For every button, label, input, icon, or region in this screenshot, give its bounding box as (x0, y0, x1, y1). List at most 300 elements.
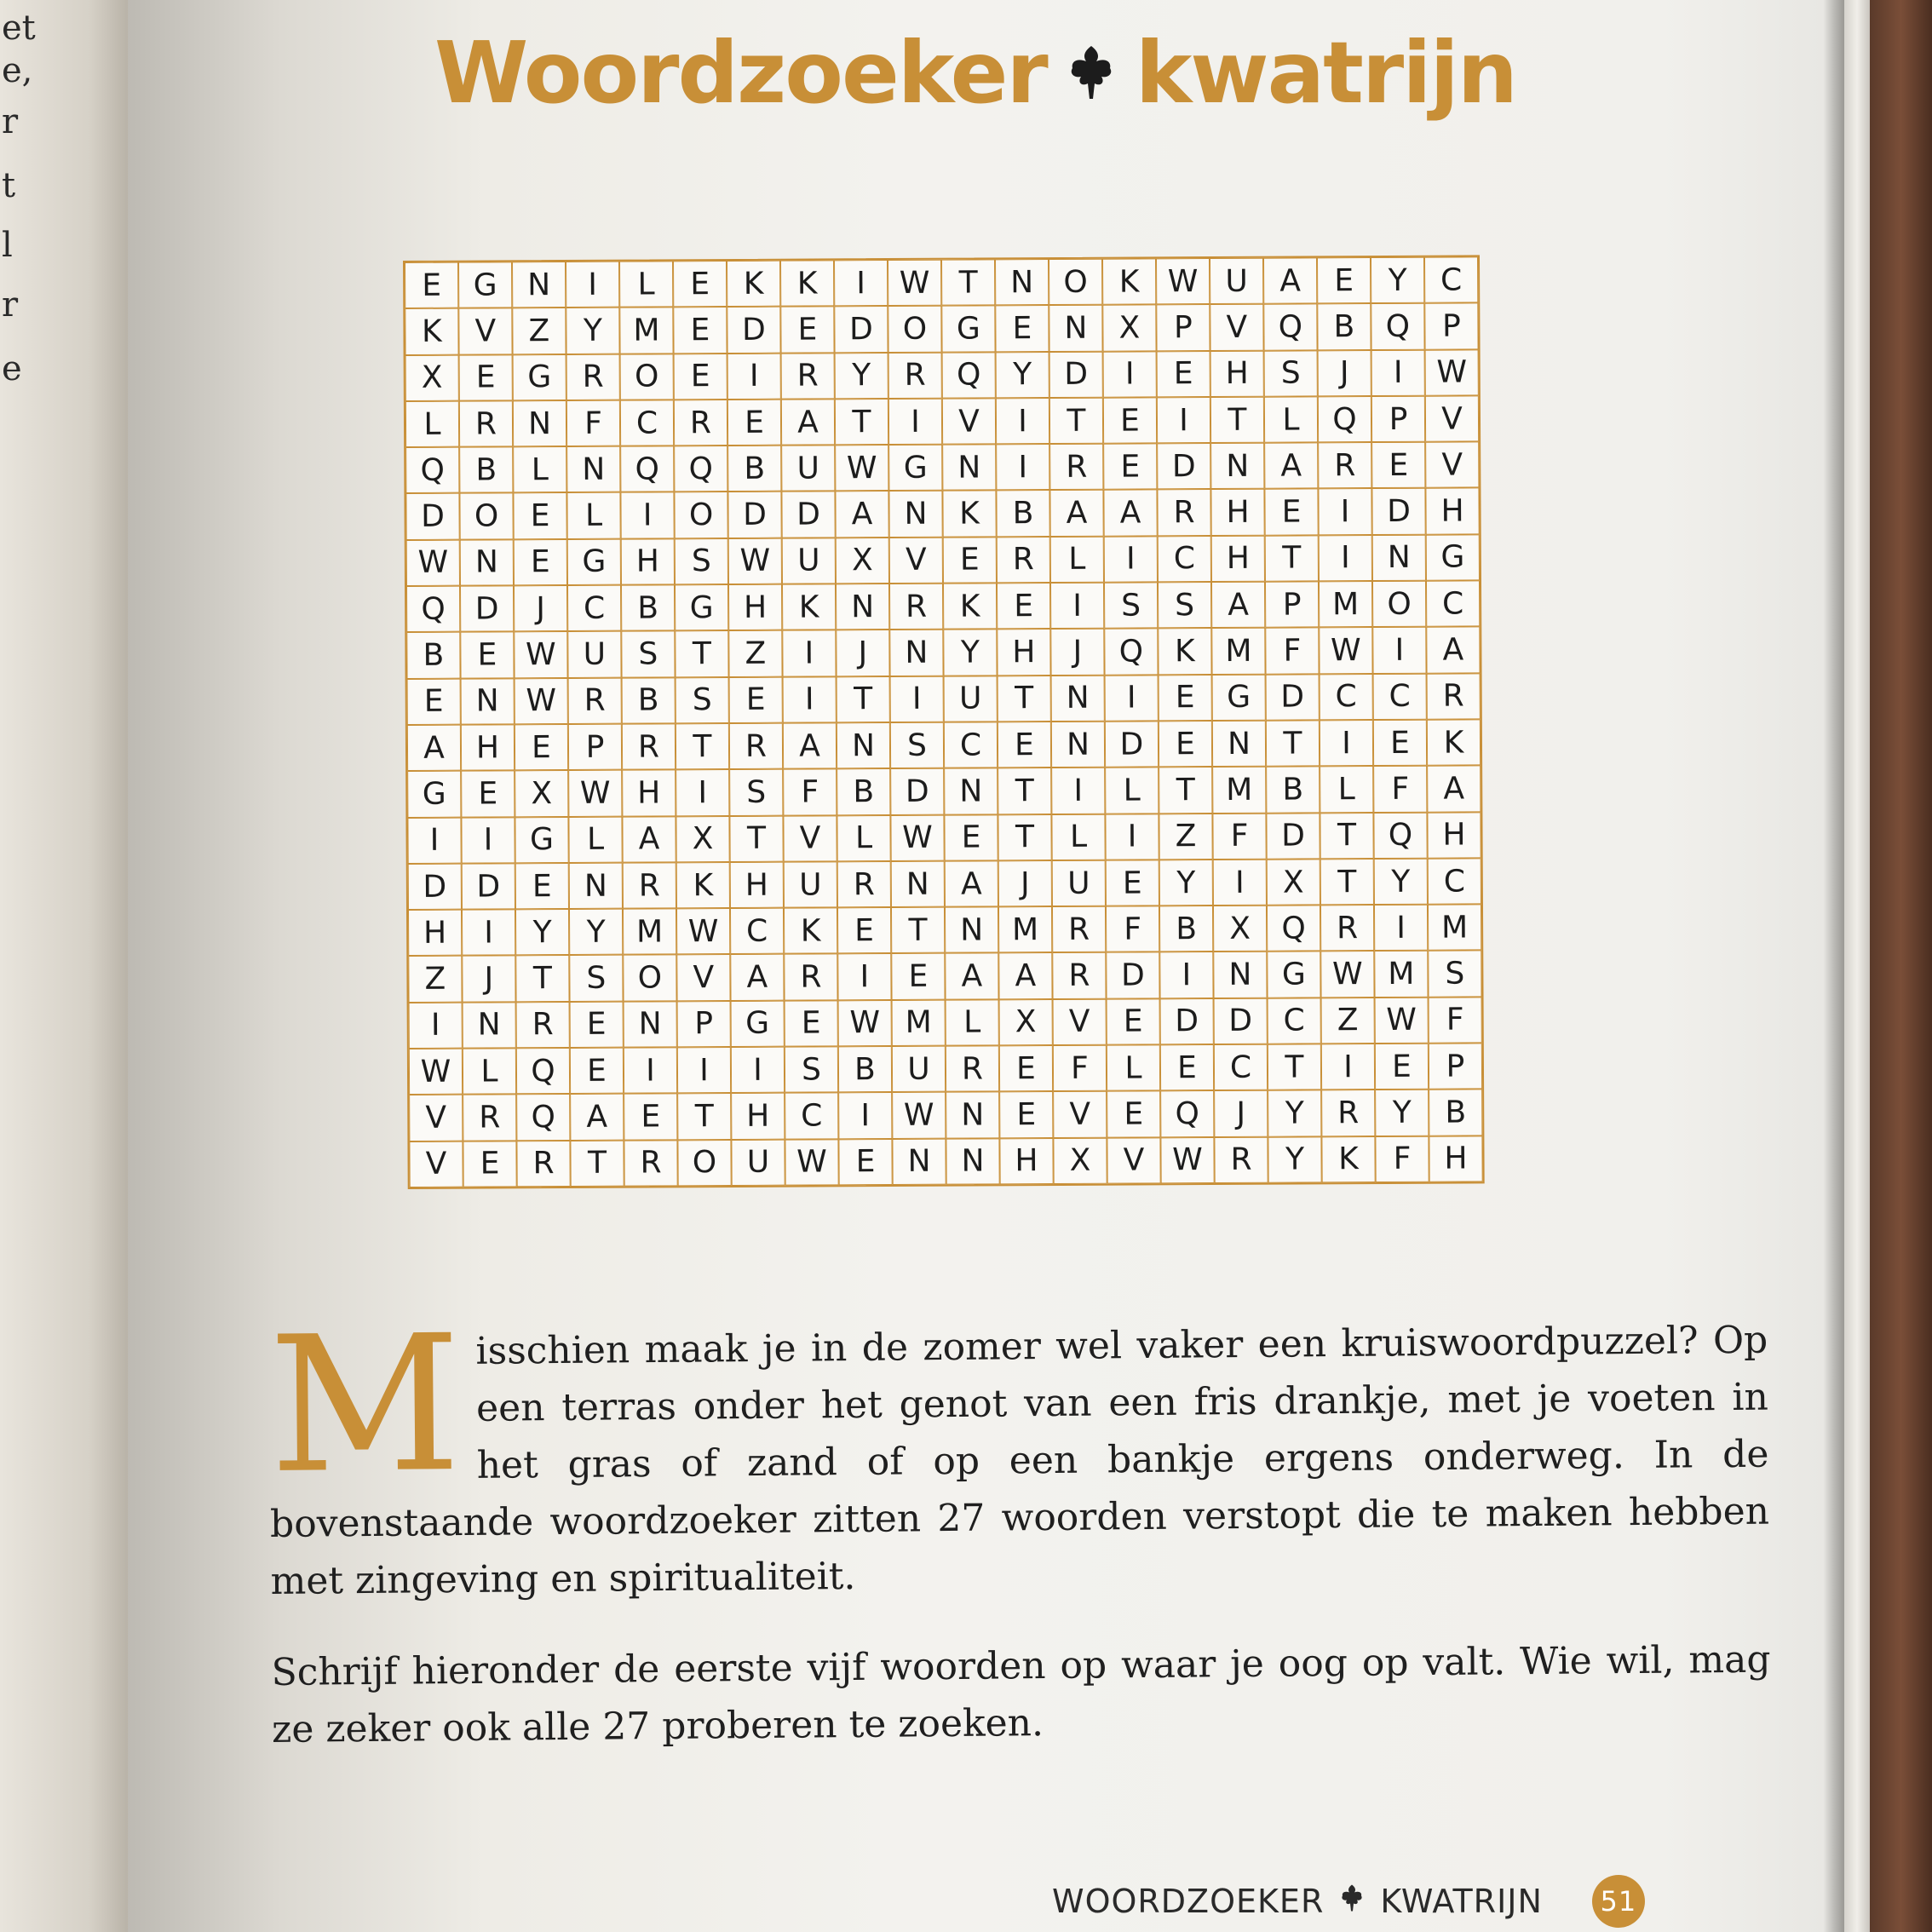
grid-cell: F (1373, 766, 1427, 813)
grid-cell: W (1425, 349, 1479, 396)
grid-cell: R (463, 1095, 516, 1141)
grid-cell: W (568, 770, 622, 817)
grid-cell: T (835, 399, 888, 446)
grid-cell: R (837, 861, 891, 908)
grid-cell: I (888, 399, 942, 446)
grid-cell: P (568, 724, 622, 771)
grid-cell: H (1427, 812, 1481, 859)
grid-cell: X (1213, 906, 1267, 952)
grid-cell: C (1424, 256, 1478, 303)
grid-cell: I (1372, 627, 1426, 674)
grid-cell: V (1107, 1137, 1160, 1184)
grid-cell: G (941, 306, 995, 353)
grid-cell: V (676, 954, 730, 1001)
grid-cell: E (1157, 351, 1210, 398)
grid-cell: D (1266, 813, 1320, 860)
grid-cell: N (1049, 305, 1102, 352)
grid-cell: H (1210, 489, 1264, 536)
grid-cell: I (727, 353, 781, 400)
grid-cell: G (1212, 674, 1266, 721)
grid-cell: N (892, 1138, 946, 1185)
title-word-right: kwatrijn (1135, 23, 1516, 124)
grid-cell: I (1321, 1044, 1375, 1090)
grid-cell: N (945, 907, 998, 954)
grid-cell: E (407, 678, 461, 725)
grid-cell: K (405, 308, 458, 355)
grid-cell: C (567, 585, 621, 632)
grid-cell: W (838, 1000, 892, 1047)
grid-cell: I (409, 1002, 463, 1049)
grid-cell: H (1211, 535, 1265, 582)
grid-cell: U (731, 1139, 785, 1186)
grid-cell: K (784, 907, 837, 954)
grid-cell: R (888, 352, 942, 399)
grid-cell: X (836, 538, 889, 584)
grid-cell: A (781, 399, 835, 446)
grid-cell: W (406, 539, 460, 586)
grid-cell: C (1268, 998, 1321, 1044)
grid-cell: H (728, 584, 782, 631)
grid-cell: E (1103, 397, 1157, 444)
grid-cell: C (1426, 580, 1480, 627)
grid-cell: I (837, 953, 891, 1000)
running-footer (1052, 1876, 1645, 1927)
grid-cell: A (1211, 582, 1265, 629)
grid-cell: T (1266, 720, 1320, 767)
title-word-left: Woordzoeker (434, 23, 1047, 124)
grid-cell: W (1319, 627, 1372, 674)
grid-cell: E (515, 863, 569, 910)
grid-cell: E (463, 1141, 516, 1187)
left-page-text: e, (2, 51, 33, 90)
grid-cell: B (837, 768, 890, 815)
grid-cell: Q (942, 352, 996, 399)
grid-cell: I (1319, 535, 1372, 582)
grid-cell: N (569, 863, 623, 910)
grid-cell: Y (1268, 1136, 1321, 1183)
grid-cell: D (1214, 998, 1268, 1044)
grid-cell: N (513, 400, 566, 447)
grid-cell: I (1050, 583, 1104, 630)
body-text (267, 1295, 1771, 1758)
grid-cell: C (944, 722, 998, 768)
grid-cell: M (998, 906, 1052, 953)
grid-cell: I (1371, 349, 1425, 396)
grid-cell: M (1374, 951, 1428, 998)
grid-cell: W (888, 260, 941, 307)
grid-cell: C (620, 400, 674, 446)
grid-cell: A (1049, 490, 1103, 537)
grid-cell: I (462, 909, 515, 956)
grid-cell: R (1318, 442, 1371, 489)
footer-left-label: WOORDZOEKER (1052, 1883, 1325, 1920)
grid-cell: S (890, 722, 944, 769)
grid-cell: D (1266, 674, 1320, 721)
leaf-icon (1339, 1883, 1365, 1921)
grid-cell: G (567, 538, 621, 585)
grid-cell: V (1425, 442, 1479, 489)
grid-cell: L (1051, 814, 1105, 860)
grid-cell: Y (1374, 859, 1428, 906)
grid-cell: T (1268, 1044, 1321, 1090)
grid-cell: M (892, 999, 946, 1046)
grid-cell: J (462, 956, 515, 1003)
grid-cell: R (1427, 673, 1481, 720)
leaf-icon (1066, 23, 1117, 123)
grid-cell: M (619, 308, 673, 354)
page-edge-stack (1844, 0, 1870, 1932)
grid-cell: R (1321, 1090, 1375, 1136)
grid-cell: A (1263, 257, 1317, 304)
grid-cell: D (781, 492, 835, 538)
grid-cell: B (838, 1046, 892, 1093)
grid-cell: W (1160, 1137, 1214, 1184)
grid-cell: K (727, 261, 780, 308)
grid-cell: H (1429, 1136, 1482, 1182)
grid-cell: A (783, 722, 837, 769)
grid-cell: M (1319, 581, 1372, 628)
grid-cell: V (1210, 304, 1263, 351)
grid-cell: Y (943, 630, 997, 676)
paragraph-intro: isschien maak je in de zomer wel vaker een kruiswoordpuzzel? Op een terras onder het genot van een fris drankje, met je voeten in het gras of zand of op een bankje ergens onderweg. In de bovenstaande woordzoeker zitten 27 woorden verstopt die te maken hebben met zingeving en spiritualiteit. (269, 1318, 1770, 1603)
grid-cell: E (785, 1000, 838, 1047)
grid-cell: S (785, 1046, 838, 1093)
grid-cell: K (782, 584, 836, 630)
grid-cell: W (515, 678, 568, 725)
grid-cell: E (570, 1048, 624, 1095)
grid-cell: I (783, 676, 837, 723)
grid-cell: Y (515, 909, 569, 956)
grid-cell: S (676, 677, 729, 724)
grid-cell: D (1049, 351, 1103, 398)
grid-cell: R (1320, 905, 1374, 952)
grid-cell: B (622, 677, 676, 724)
grid-cell: T (941, 259, 995, 306)
grid-cell: K (780, 260, 834, 307)
grid-cell: X (676, 816, 729, 863)
grid-cell: W (892, 1092, 946, 1139)
grid-cell: C (785, 1093, 838, 1140)
page-title (128, 17, 1823, 123)
grid-cell: D (405, 493, 459, 540)
grid-cell: B (621, 584, 675, 631)
grid-cell: Z (408, 956, 462, 1003)
grid-cell: I (407, 817, 461, 864)
grid-cell: U (1210, 258, 1263, 305)
grid-cell: T (998, 814, 1051, 861)
grid-cell: N (1213, 952, 1267, 998)
grid-cell: Z (1159, 814, 1212, 860)
grid-cell: U (567, 631, 621, 678)
grid-cell: I (1105, 814, 1159, 860)
grid-cell: B (1266, 767, 1320, 814)
grid-cell: A (1427, 766, 1481, 813)
grid-cell: D (1106, 952, 1159, 999)
grid-cell: E (460, 632, 514, 679)
grid-cell: S (1104, 582, 1158, 629)
grid-cell: L (1050, 536, 1104, 583)
grid-cell: T (515, 955, 569, 1002)
grid-cell: B (406, 632, 460, 679)
grid-cell: L (566, 492, 620, 539)
grid-cell: R (1052, 906, 1106, 953)
grid-cell: S (1428, 951, 1481, 998)
grid-cell: P (1371, 396, 1425, 443)
grid-cell: J (1318, 350, 1371, 397)
grid-cell: Z (512, 308, 566, 354)
grid-cell: N (889, 630, 943, 676)
grid-cell: T (998, 768, 1051, 814)
grid-cell: M (623, 908, 676, 955)
grid-cell: G (515, 817, 568, 864)
grid-cell: V (783, 815, 837, 862)
grid-cell: X (1053, 1137, 1107, 1184)
grid-cell: B (1317, 303, 1371, 350)
grid-cell: W (890, 814, 944, 861)
word-search-grid (403, 255, 1485, 1189)
grid-cell: N (1212, 721, 1266, 768)
grid-cell: R (1049, 444, 1103, 491)
grid-cell: H (1425, 488, 1479, 535)
grid-cell: L (463, 1048, 516, 1095)
grid-cell: T (676, 723, 729, 770)
grid-cell: T (891, 907, 945, 954)
grid-cell: Z (728, 630, 782, 677)
grid-cell: Y (1371, 257, 1424, 304)
grid-cell: N (946, 1092, 999, 1139)
grid-cell: I (1374, 905, 1428, 952)
left-page-text: r (2, 285, 19, 325)
grid-cell: P (1156, 304, 1210, 351)
grid-cell: Q (516, 1094, 570, 1141)
grid-cell: E (943, 537, 997, 584)
grid-cell: X (1102, 305, 1156, 352)
grid-cell: Y (569, 909, 623, 956)
grid-cell: B (459, 447, 513, 494)
book-cover-edge (1870, 0, 1932, 1932)
grid-cell: E (1375, 1044, 1429, 1090)
grid-cell: E (570, 1001, 624, 1048)
grid-cell: T (729, 815, 783, 862)
grid-cell: S (1158, 582, 1211, 629)
grid-cell: X (515, 770, 568, 817)
grid-cell: S (675, 538, 728, 585)
page-edge (1823, 0, 1844, 1932)
grid-cell: Q (1104, 629, 1158, 676)
grid-cell: A (407, 725, 461, 772)
grid-cell: L (1107, 1044, 1160, 1091)
grid-cell: R (568, 677, 622, 724)
grid-cell: Q (1267, 906, 1320, 952)
grid-cell: U (892, 1046, 946, 1093)
grid-cell: R (623, 862, 676, 909)
grid-cell: V (409, 1095, 463, 1141)
grid-cell: E (405, 262, 458, 309)
grid-cell: E (515, 724, 568, 771)
grid-cell: C (1428, 858, 1481, 905)
grid-cell: J (1050, 629, 1104, 676)
grid-cell: D (727, 492, 781, 538)
grid-cell: V (409, 1141, 463, 1187)
grid-cell: Y (1375, 1090, 1429, 1136)
left-page-text: et (2, 9, 36, 48)
grid-cell: T (998, 676, 1051, 722)
grid-cell: T (837, 676, 890, 723)
grid-cell: N (624, 1001, 677, 1048)
grid-cell: T (677, 1093, 731, 1140)
grid-cell: R (566, 354, 620, 400)
grid-cell: Q (405, 447, 459, 494)
grid-cell: E (1160, 1044, 1214, 1091)
grid-cell: K (1158, 628, 1211, 675)
grid-cell: H (731, 1093, 785, 1140)
grid-cell: N (460, 539, 514, 586)
grid-cell: E (674, 354, 727, 400)
grid-cell: I (461, 817, 515, 864)
grid-cell: E (1317, 257, 1371, 304)
grid-cell: C (1320, 674, 1373, 721)
grid-cell: M (1428, 905, 1481, 952)
grid-cell: L (837, 815, 890, 862)
grid-cell: R (624, 1140, 677, 1187)
grid-cell: H (621, 538, 675, 585)
grid-cell: L (1264, 396, 1318, 443)
grid-cell: J (514, 585, 567, 632)
grid-cell: F (783, 769, 837, 816)
grid-cell: E (513, 492, 566, 539)
grid-cell: F (1053, 1045, 1107, 1092)
grid-cell: E (1107, 998, 1160, 1045)
grid-cell: A (570, 1094, 624, 1141)
grid-cell: T (1049, 398, 1103, 445)
grid-cell: Q (1371, 303, 1424, 350)
grid-cell: E (459, 354, 513, 401)
grid-cell: I (782, 630, 836, 677)
grid-cell: E (837, 907, 891, 954)
grid-cell: E (1264, 489, 1318, 536)
grid-cell: I (1318, 489, 1371, 536)
grid-cell: X (405, 354, 459, 401)
grid-cell: F (1106, 906, 1159, 953)
grid-cell: T (1210, 397, 1264, 444)
grid-cell: Q (620, 446, 674, 493)
grid-cell: R (784, 954, 837, 1001)
grid-cell: D (1105, 721, 1159, 768)
grid-cell: N (512, 262, 566, 308)
grid-cell: D (408, 864, 462, 911)
grid-cell: I (1213, 860, 1267, 906)
grid-cell: G (407, 771, 461, 818)
left-facing-page (0, 0, 128, 1932)
grid-cell: W (676, 908, 730, 955)
grid-cell: N (1051, 675, 1105, 722)
grid-cell: E (891, 953, 945, 1000)
grid-cell: O (1372, 581, 1426, 628)
grid-cell: E (780, 307, 834, 354)
grid-cell: U (782, 538, 836, 584)
grid-cell: N (888, 491, 942, 538)
grid-cell: J (1214, 1090, 1268, 1137)
left-page-text: e (2, 349, 22, 388)
grid-cell: E (995, 305, 1049, 352)
grid-cell: T (675, 630, 728, 677)
grid-cell: E (998, 722, 1051, 768)
grid-cell: G (1426, 534, 1480, 581)
grid-cell: N (461, 678, 515, 725)
paragraph-instruction: Schrijf hieronder de eerste vijf woorden op waar je oog op valt. Wie wil, mag ze zeker ook alle 27 proberen te zoeken. (271, 1637, 1771, 1751)
grid-cell: D (727, 307, 780, 354)
grid-cell: G (888, 445, 942, 492)
grid-cell: C (1158, 536, 1211, 583)
grid-cell: E (999, 1045, 1053, 1092)
grid-cell: E (1373, 720, 1427, 767)
grid-cell: F (1375, 1136, 1429, 1182)
grid-cell: O (674, 492, 727, 538)
grid-cell: E (461, 771, 515, 818)
grid-cell: I (1320, 720, 1373, 767)
grid-cell: I (1105, 675, 1159, 722)
grid-cell: R (622, 723, 676, 770)
grid-cell: I (731, 1047, 785, 1094)
grid-cell: W (785, 1139, 838, 1186)
grid-cell: T (1159, 767, 1212, 814)
grid-cell: Y (996, 352, 1049, 399)
grid-cell: N (942, 445, 996, 492)
grid-cell: T (1320, 813, 1373, 860)
grid-cell: F (1265, 628, 1319, 675)
grid-cell: E (514, 539, 567, 586)
grid-cell: M (1211, 628, 1265, 675)
grid-cell: U (781, 446, 835, 492)
grid-cell: S (1264, 350, 1318, 397)
grid-cell: X (1267, 859, 1320, 906)
grid-cell: R (729, 723, 783, 770)
grid-cell: I (1159, 952, 1213, 998)
grid-cell: E (1159, 675, 1212, 722)
grid-cell: E (729, 676, 783, 723)
grid-cell: G (675, 584, 728, 631)
grid-cell: L (513, 446, 566, 493)
book-page (128, 0, 1823, 1932)
grid-cell: D (1160, 998, 1214, 1045)
grid-cell: T (570, 1140, 624, 1187)
grid-cell: H (1210, 350, 1264, 397)
grid-cell: C (1373, 673, 1427, 720)
grid-cell: I (890, 676, 944, 722)
grid-cell: U (784, 861, 837, 908)
grid-cell: K (942, 491, 996, 538)
grid-cell: E (1106, 860, 1159, 906)
grid-cell: B (1429, 1090, 1482, 1136)
grid-cell: V (458, 308, 512, 355)
grid-cell: R (1157, 490, 1210, 537)
grid-cell: I (624, 1047, 677, 1094)
grid-cell: W (1320, 951, 1374, 998)
grid-cell: Q (1263, 304, 1317, 351)
grid-cell: Y (835, 353, 888, 400)
grid-cell: E (944, 814, 998, 861)
grid-cell: R (459, 400, 513, 447)
grid-cell: Q (1318, 396, 1371, 443)
grid-cell: I (1103, 351, 1157, 398)
grid-cell: D (462, 863, 515, 910)
grid-cell: H (999, 1138, 1053, 1185)
grid-cell: V (942, 398, 996, 445)
grid-cell: D (834, 306, 888, 353)
grid-cell: F (1212, 813, 1266, 860)
left-page-text: r (2, 102, 19, 141)
grid-cell: N (944, 768, 998, 815)
